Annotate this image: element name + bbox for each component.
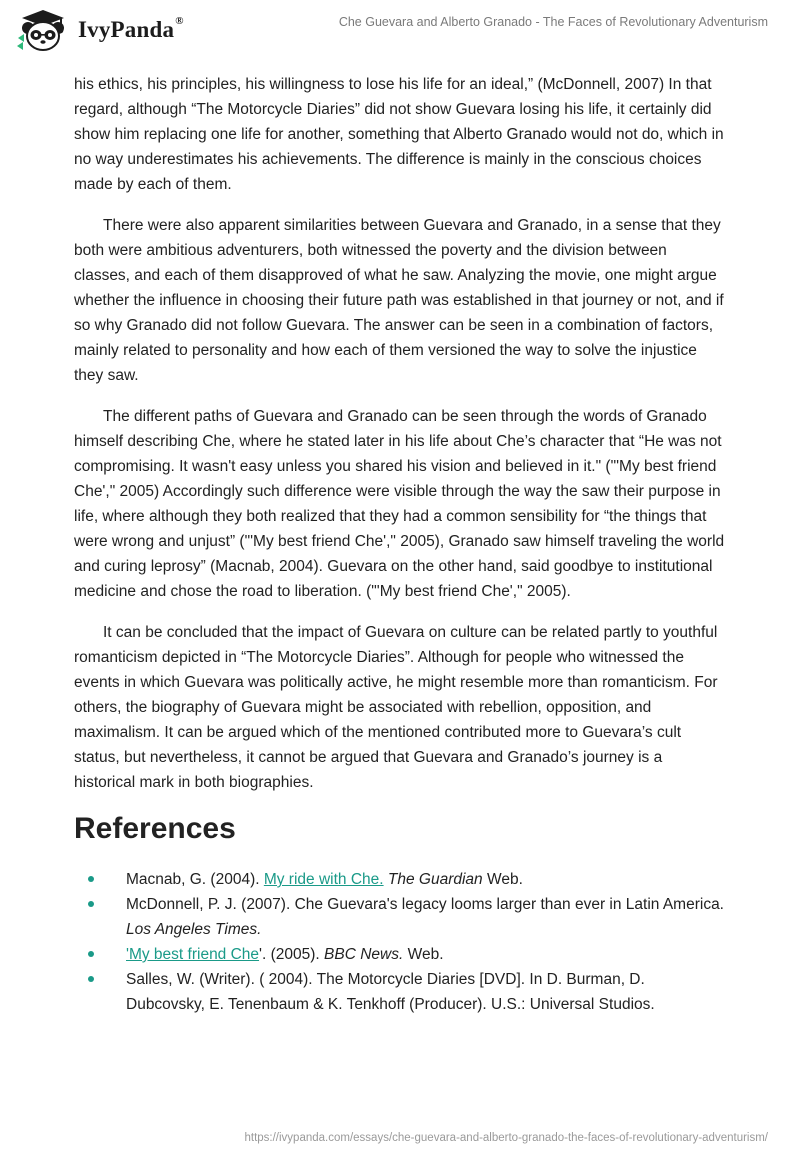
document-title: Che Guevara and Alberto Granado - The Faces of Revolutionary Adventurism: [338, 15, 768, 29]
panda-graduate-icon: [14, 8, 72, 52]
reference-item: Salles, W. (Writer). ( 2004). The Motorcycle Diaries [DVD]. In D. Burman, D. Dubcovsky, E. Tenenbaum & K. Tenkhoff (Producer). U.S.: Universal Studios.: [74, 967, 726, 1017]
bullet-icon: [88, 951, 94, 957]
brand-logo[interactable]: [14, 8, 184, 52]
reference-item: 'My best friend Che'. (2005). BBC News. Web.: [74, 942, 726, 967]
reference-item: Macnab, G. (2004). My ride with Che. The Guardian Web.: [74, 867, 726, 892]
bullet-icon: [88, 901, 94, 907]
bullet-icon: [88, 976, 94, 982]
reference-link[interactable]: 'My best friend Che: [126, 946, 260, 963]
references-heading: References: [74, 812, 236, 845]
footer-url[interactable]: https://ivypanda.com/essays/che-guevara-and-alberto-granado-the-faces-of-revolutionary-adventurism/: [244, 1132, 768, 1144]
reference-item: McDonnell, P. J. (2007). Che Guevara's legacy looms larger than ever in Latin America. Los Angeles Times.: [74, 892, 726, 942]
paragraph: his ethics, his principles, his willingness to lose his life for an ideal,” (McDonnell, 2007) In that regard, although “The Motorcycle Diaries” did not show Guevara losing his life, it certainly did show him replacing one life for another, something that Alberto Granado would not do, which in no way underestimates his achievements. The difference is mainly in the conscious choices made by each of them.: [74, 76, 724, 193]
paragraph: There were also apparent similarities between Guevara and Granado, in a sense that they both were ambitious adventurers, both witnessed the poverty and the division between classes, and each of them disapproved of what he saw. Analyzing the movie, one might argue whether the influence in choosing their future path was established in that journey or not, and if so why Granado did not follow Guevara. The answer can be seen in a combination of factors, mainly related to personality and how each of them versioned the way to solve the injustice they saw.: [74, 217, 724, 384]
bullet-icon: [88, 876, 94, 882]
page-header: [0, 0, 800, 62]
paragraph: The different paths of Guevara and Granado can be seen through the words of Granado himself describing Che, where he stated later in his life about Che’s character that “He was not compromising. It wasn't easy unless you shared his vision and believed in it." ("'My best friend Che'," 2005) Accordingly such difference were visible through the way the saw their purpose in life, where although they both realized that they had a common sensibility for “the things that were wrong and unjust” ("'My best friend Che'," 2005), Granado saw himself traveling the world and curing leprosy” (Macnab, 2004). Guevara on the other hand, said goodbye to institutional medicine and chose the road to liberation. ("'My best friend Che'," 2005).: [74, 408, 725, 600]
reference-link[interactable]: My ride with Che.: [263, 871, 384, 888]
essay-content: [74, 72, 726, 1017]
brand-name: IvyPanda®: [78, 15, 184, 42]
paragraph: It can be concluded that the impact of Guevara on culture can be related partly to youthful romanticism depicted in “The Motorcycle Diaries”. Although for people who witnessed the events in which Guevara was politically active, he might resemble more than romanticism. For others, the biography of Guevara might be associated with rebellion, opposition, and maximalism. It can be argued which of the mentioned contributed more to Guevara’s cult status, but nevertheless, it cannot be argued that Guevara and Granado’s journey is a historical mark in both biographies.: [74, 624, 718, 791]
references-list: [74, 867, 726, 1017]
